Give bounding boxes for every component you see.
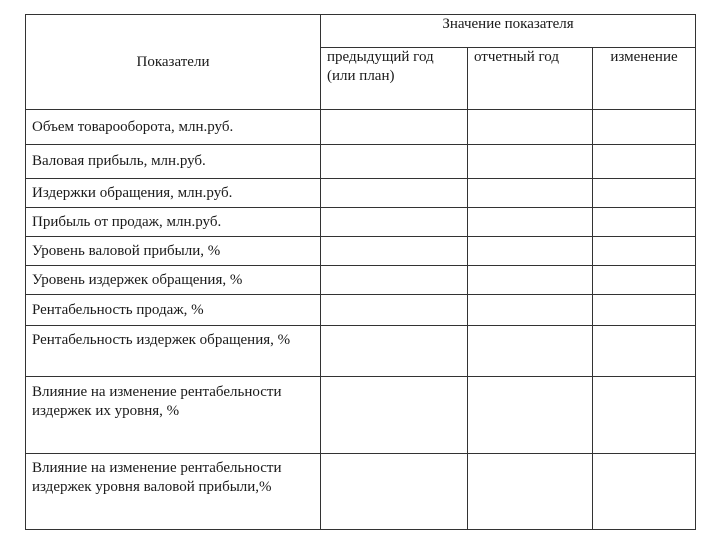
current-value-cell [468, 110, 593, 145]
indicators-table [25, 14, 696, 530]
row-label: Прибыль от продаж, млн.руб. [26, 208, 321, 237]
table-row [26, 110, 696, 145]
change-value-cell [593, 110, 696, 145]
row-label: Валовая прибыль, млн.руб. [26, 145, 321, 179]
change-value-cell [593, 454, 696, 530]
change-value-cell [593, 326, 696, 377]
current-value-cell [468, 208, 593, 237]
current-value-cell [468, 377, 593, 454]
change-value-cell [593, 145, 696, 179]
current-value-cell [468, 145, 593, 179]
change-value-cell [593, 237, 696, 266]
row-label: Влияние на изменение рентабельности издержек их уровня, % [26, 377, 321, 454]
change-value-cell [593, 208, 696, 237]
table-row [26, 326, 696, 377]
row-label: Рентабельность издержек обращения, % [26, 326, 321, 377]
change-value-cell [593, 266, 696, 295]
previous-year-header: предыдущий год (или план) [321, 48, 468, 110]
indicator-value-header: Значение показателя [321, 15, 696, 48]
previous-value-cell [321, 326, 468, 377]
indicators-header: Показатели [26, 15, 321, 110]
current-value-cell [468, 237, 593, 266]
current-value-cell [468, 454, 593, 530]
previous-value-cell [321, 377, 468, 454]
row-label: Влияние на изменение рентабельности издержек уровня валовой прибыли,% [26, 454, 321, 530]
previous-value-cell [321, 266, 468, 295]
table-row [26, 266, 696, 295]
table-row [26, 237, 696, 266]
previous-value-cell [321, 208, 468, 237]
table-row [26, 179, 696, 208]
table-row [26, 208, 696, 237]
row-label: Издержки обращения, млн.руб. [26, 179, 321, 208]
previous-value-cell [321, 295, 468, 326]
previous-value-cell [321, 110, 468, 145]
table-row [26, 145, 696, 179]
current-year-header: отчетный год [468, 48, 593, 110]
row-label: Объем товарооборота, млн.руб. [26, 110, 321, 145]
current-value-cell [468, 295, 593, 326]
change-header: изменение [593, 48, 696, 110]
previous-value-cell [321, 179, 468, 208]
previous-value-cell [321, 454, 468, 530]
change-value-cell [593, 377, 696, 454]
table-row [26, 295, 696, 326]
previous-value-cell [321, 145, 468, 179]
current-value-cell [468, 179, 593, 208]
row-label: Рентабельность продаж, % [26, 295, 321, 326]
current-value-cell [468, 326, 593, 377]
current-value-cell [468, 266, 593, 295]
table-row [26, 454, 696, 530]
change-value-cell [593, 295, 696, 326]
row-label: Уровень валовой прибыли, % [26, 237, 321, 266]
row-label: Уровень издержек обращения, % [26, 266, 321, 295]
previous-value-cell [321, 237, 468, 266]
change-value-cell [593, 179, 696, 208]
table-row [26, 377, 696, 454]
